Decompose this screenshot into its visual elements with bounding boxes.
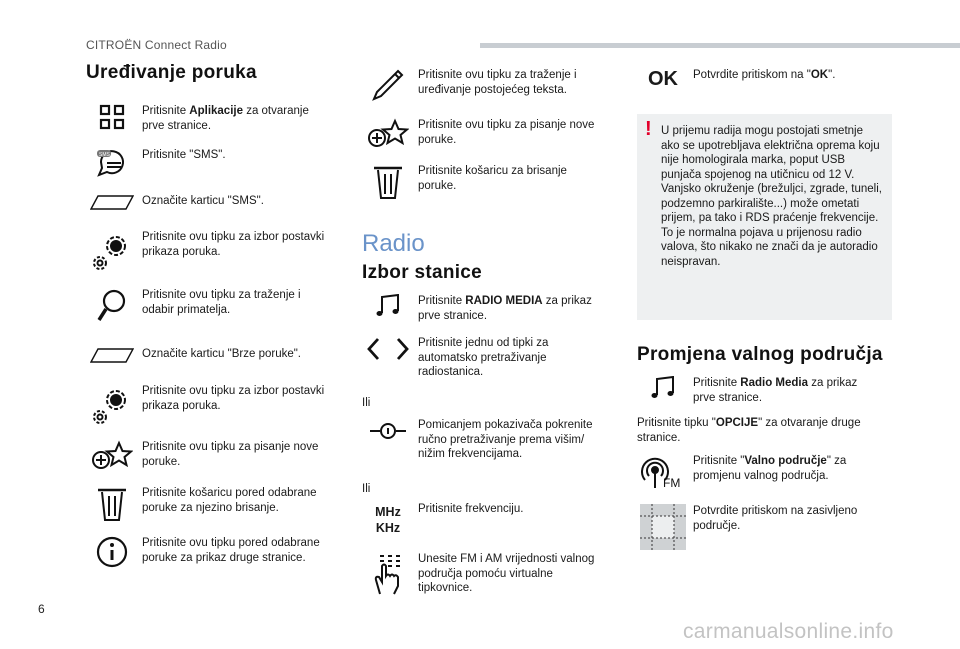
list-item: Pritisnite ovu tipku pored odabrane poruke za prikaz druge stranice. bbox=[86, 536, 328, 576]
new-message-icon bbox=[362, 118, 414, 158]
list-item: Pritisnite košaricu za brisanje poruke. bbox=[362, 164, 604, 204]
trash-icon bbox=[362, 164, 414, 204]
section-title-radio: Radio bbox=[362, 230, 425, 257]
radio-fm-icon bbox=[637, 454, 689, 494]
tab-icon bbox=[86, 194, 138, 234]
warning-text: U prijemu radija mogu postojati smetnje ako se upotrebljava električna oprema koju nije homologirala marka, poput USB punjača spojenog na utičnicu od 12 V. Vanjsko okruženje (brežuljci, zgrade, tuneli, podzemno parkiralište...) može ometati prijem, pa tako i RDS praćenje frekvencije. To je normalna pojava u prijenosu radio valova, što nikako ne znači da je autoradio neispravan. bbox=[661, 125, 882, 268]
header-bar bbox=[480, 43, 960, 48]
warning-icon: ! bbox=[645, 118, 652, 140]
or-text: Ili bbox=[362, 397, 371, 409]
list-item: OK Potvrdite pritiskom na "OK". bbox=[637, 68, 879, 108]
magnifier-icon bbox=[86, 288, 138, 328]
grey-area-icon bbox=[637, 504, 689, 550]
list-item: Pritisnite RADIO MEDIA za prikaz prve stranice. bbox=[362, 294, 604, 334]
trash-icon bbox=[86, 486, 138, 526]
section-title-messages: Uređivanje poruka bbox=[86, 62, 257, 83]
list-item: FM Pritisnite "Valno područje" za promjenu valnog područja. bbox=[637, 454, 879, 494]
list-item: SMS Pritisnite "SMS". bbox=[86, 148, 328, 188]
list-item: Pritisnite jednu od tipki za automatsko pretraživanje radiostanica. bbox=[362, 336, 604, 380]
list-item: Označite karticu "SMS". bbox=[86, 194, 328, 234]
header-brand: CITROËN Connect Radio bbox=[86, 38, 227, 52]
list-item: Potvrdite pritiskom na zasivljeno područje. bbox=[637, 504, 879, 550]
list-item: Pritisnite ovu tipku za traženje i odabir primatelja. bbox=[86, 288, 328, 328]
music-note-icon bbox=[362, 294, 414, 334]
gears-icon bbox=[86, 230, 138, 270]
frequency-label: MHz KHz bbox=[375, 505, 401, 535]
sms-icon bbox=[86, 148, 138, 188]
list-item: Označite karticu "Brze poruke". bbox=[86, 347, 328, 387]
column-messages bbox=[86, 62, 336, 564]
slider-icon bbox=[362, 418, 414, 458]
watermark: carmanualsonline.info bbox=[683, 620, 894, 643]
svg-text:FM: FM bbox=[663, 476, 681, 490]
grid-icon bbox=[86, 104, 138, 144]
list-item: Pritisnite ovu tipku za izbor postavki prikaza poruka. bbox=[86, 230, 328, 270]
ok-icon: OK bbox=[648, 68, 678, 90]
warning-box bbox=[637, 114, 892, 320]
list-item: Unesite FM i AM vrijednosti valnog područja pomoću virtualne tipkovnice. bbox=[362, 552, 604, 596]
chevrons-icon bbox=[362, 336, 414, 376]
list-item: Pritisnite košaricu pored odabrane poruke za njezino brisanje. bbox=[86, 486, 328, 526]
list-item: Pritisnite ovu tipku za pisanje nove poruke. bbox=[86, 440, 328, 480]
section-subtitle-station: Izbor stanice bbox=[362, 262, 483, 283]
new-message-icon bbox=[86, 440, 138, 480]
list-item: Pritisnite ovu tipku za izbor postavki prikaza poruka. bbox=[86, 384, 328, 424]
list-item: Pomicanjem pokazivača pokrenite ručno pretraživanje prema višim/ nižim frekvencijama. bbox=[362, 418, 604, 462]
or-text: Ili bbox=[362, 483, 371, 495]
list-item: Pritisnite Radio Media za prikaz prve stranice. bbox=[637, 376, 879, 416]
options-text: Pritisnite tipku "OPCIJE" za otvaranje druge stranice. bbox=[637, 417, 861, 444]
keypad-icon bbox=[362, 552, 414, 592]
pencil-icon bbox=[362, 68, 414, 108]
tab-icon bbox=[86, 347, 138, 387]
list-item: MHz KHz Pritisnite frekvenciju. bbox=[362, 502, 604, 542]
list-item: Pritisnite ovu tipku za traženje i uređivanje postojećeg teksta. bbox=[362, 68, 604, 108]
page-number: 6 bbox=[38, 602, 45, 616]
music-note-icon bbox=[637, 376, 689, 416]
list-item: Pritisnite ovu tipku za pisanje nove poruke. bbox=[362, 118, 604, 158]
info-icon bbox=[86, 536, 138, 576]
svg-text:SMS: SMS bbox=[99, 152, 110, 158]
section-title-band: Promjena valnog područja bbox=[637, 344, 883, 365]
list-item: Pritisnite Aplikacije za otvaranje prve stranice. bbox=[86, 104, 328, 144]
gears-icon bbox=[86, 384, 138, 424]
